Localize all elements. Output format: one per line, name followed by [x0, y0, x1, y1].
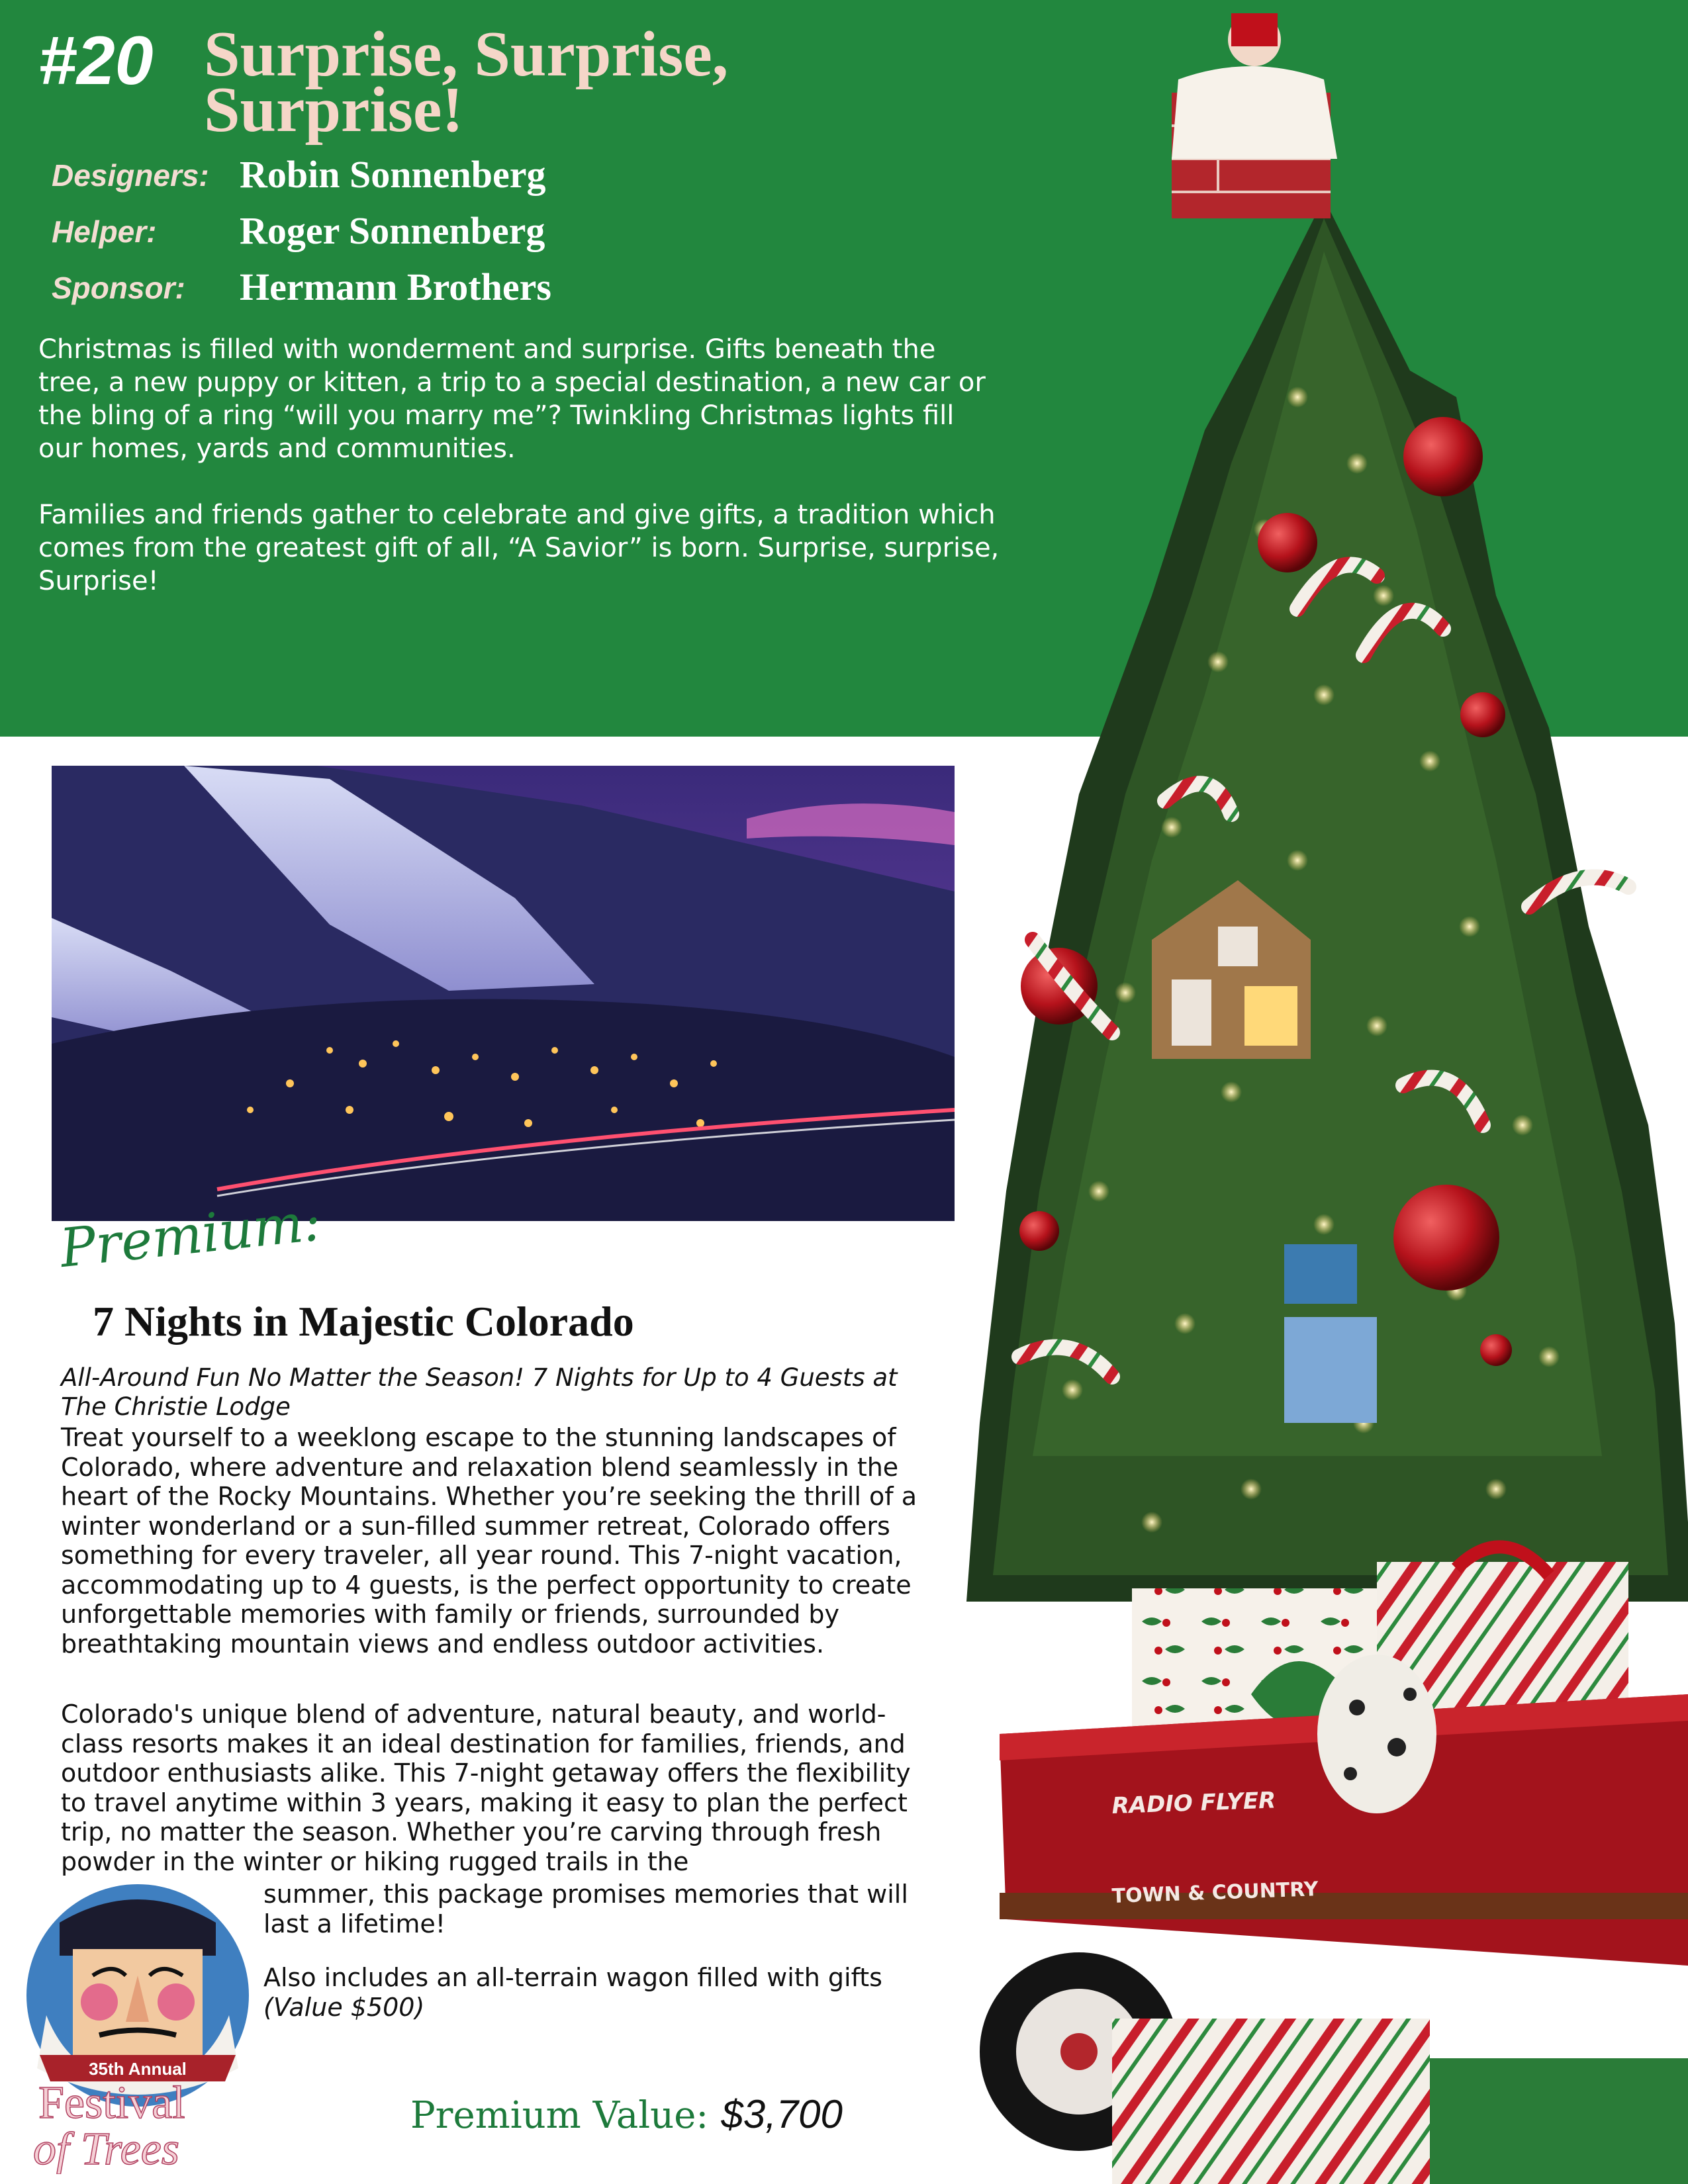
christmas-tree-image: [953, 0, 1688, 2184]
wagon-gift-note: [263, 1963, 939, 2022]
premium-label: Premium:: [57, 1191, 324, 1279]
prize-description: Treat yourself to a weeklong escape to the stunning landscapes of Colorado, where adventure and relaxation blend seamlessly in the heart of the Rocky Mountains. Whether you’re seeking the thrill of a winter wonderland or a sun-filled summer retreat, Colorado offers something for every traveler, all year round. This 7-night vacation, accommodating up to 4 guests, is the perfect opportunity to create unforgettable memories with family or friends, surrounded by breathtaking mountain views and endless outdoor activities.: [61, 1423, 917, 1659]
title-line-2: Surprise!: [204, 74, 463, 146]
title-line-1: Surprise, Surprise,: [204, 19, 729, 90]
credit-label: Designers:: [52, 158, 209, 193]
intro-paragraph: Christmas is filled with wonderment and surprise. Gifts beneath the tree, a new puppy or kitten, a trip to a special destination, a new car or the bling of a ring “will you marry me”? Twinkling Christmas lights fill our homes, yards and communities.: [38, 334, 986, 464]
credit-designers: [52, 152, 714, 199]
tree-number: #20: [38, 23, 154, 99]
wagon-brand-text: RADIO FLYER: [1111, 1787, 1276, 1819]
credit-name: Robin Sonnenberg: [240, 153, 546, 196]
credit-helper: [52, 208, 714, 255]
credit-label: Helper:: [52, 214, 157, 249]
premium-value-amount: $3,700: [721, 2092, 843, 2136]
credit-label: Sponsor:: [52, 271, 185, 305]
prize-description: summer, this package promises memories that will last a lifetime!: [263, 1880, 908, 1938]
prize-title: 7 Nights in Majestic Colorado: [93, 1298, 634, 1345]
colorado-resort-photo: [52, 766, 955, 1221]
logo-banner: 35th Annual: [89, 2059, 187, 2079]
tree-title: [204, 19, 998, 146]
intro-paragraph: Families and friends gather to celebrate and give gifts, a tradition which comes from the greatest gift of all, “A Savior” is born. Surprise, surprise, Surprise!: [38, 500, 1000, 596]
festival-of-trees-logo: [20, 1883, 258, 2174]
wagon-gift-text: Also includes an all-terrain wagon filled with gifts: [263, 1963, 882, 1992]
premium-value-label: Premium Value:: [410, 2094, 709, 2137]
premium-value: [410, 2091, 843, 2137]
credit-sponsor: [52, 265, 714, 311]
credit-name: Hermann Brothers: [240, 265, 551, 308]
logo-festival: Festival: [38, 2077, 185, 2128]
prize-description: Colorado's unique blend of adventure, natural beauty, and world-class resorts makes it an ideal destination for families, friends, and outdoor enthusiasts alike. This 7-night getaway offers the flexibility to travel anytime within 3 years, making it easy to plan the perfect trip, no matter the season. Whether you’re carving through fresh powder in the winter or hiking rugged trails in the: [61, 1700, 911, 1876]
wagon-gift-value: (Value $500): [263, 1992, 425, 2022]
credit-name: Roger Sonnenberg: [240, 209, 545, 252]
wagon-model-text: TOWN & COUNTRY: [1111, 1878, 1319, 1908]
tree-description: [38, 333, 1005, 631]
prize-subtitle: All-Around Fun No Matter the Season! 7 Nights for Up to 4 Guests at The Christie Lodge: [61, 1363, 898, 1421]
logo-trees: of Trees: [33, 2124, 180, 2174]
